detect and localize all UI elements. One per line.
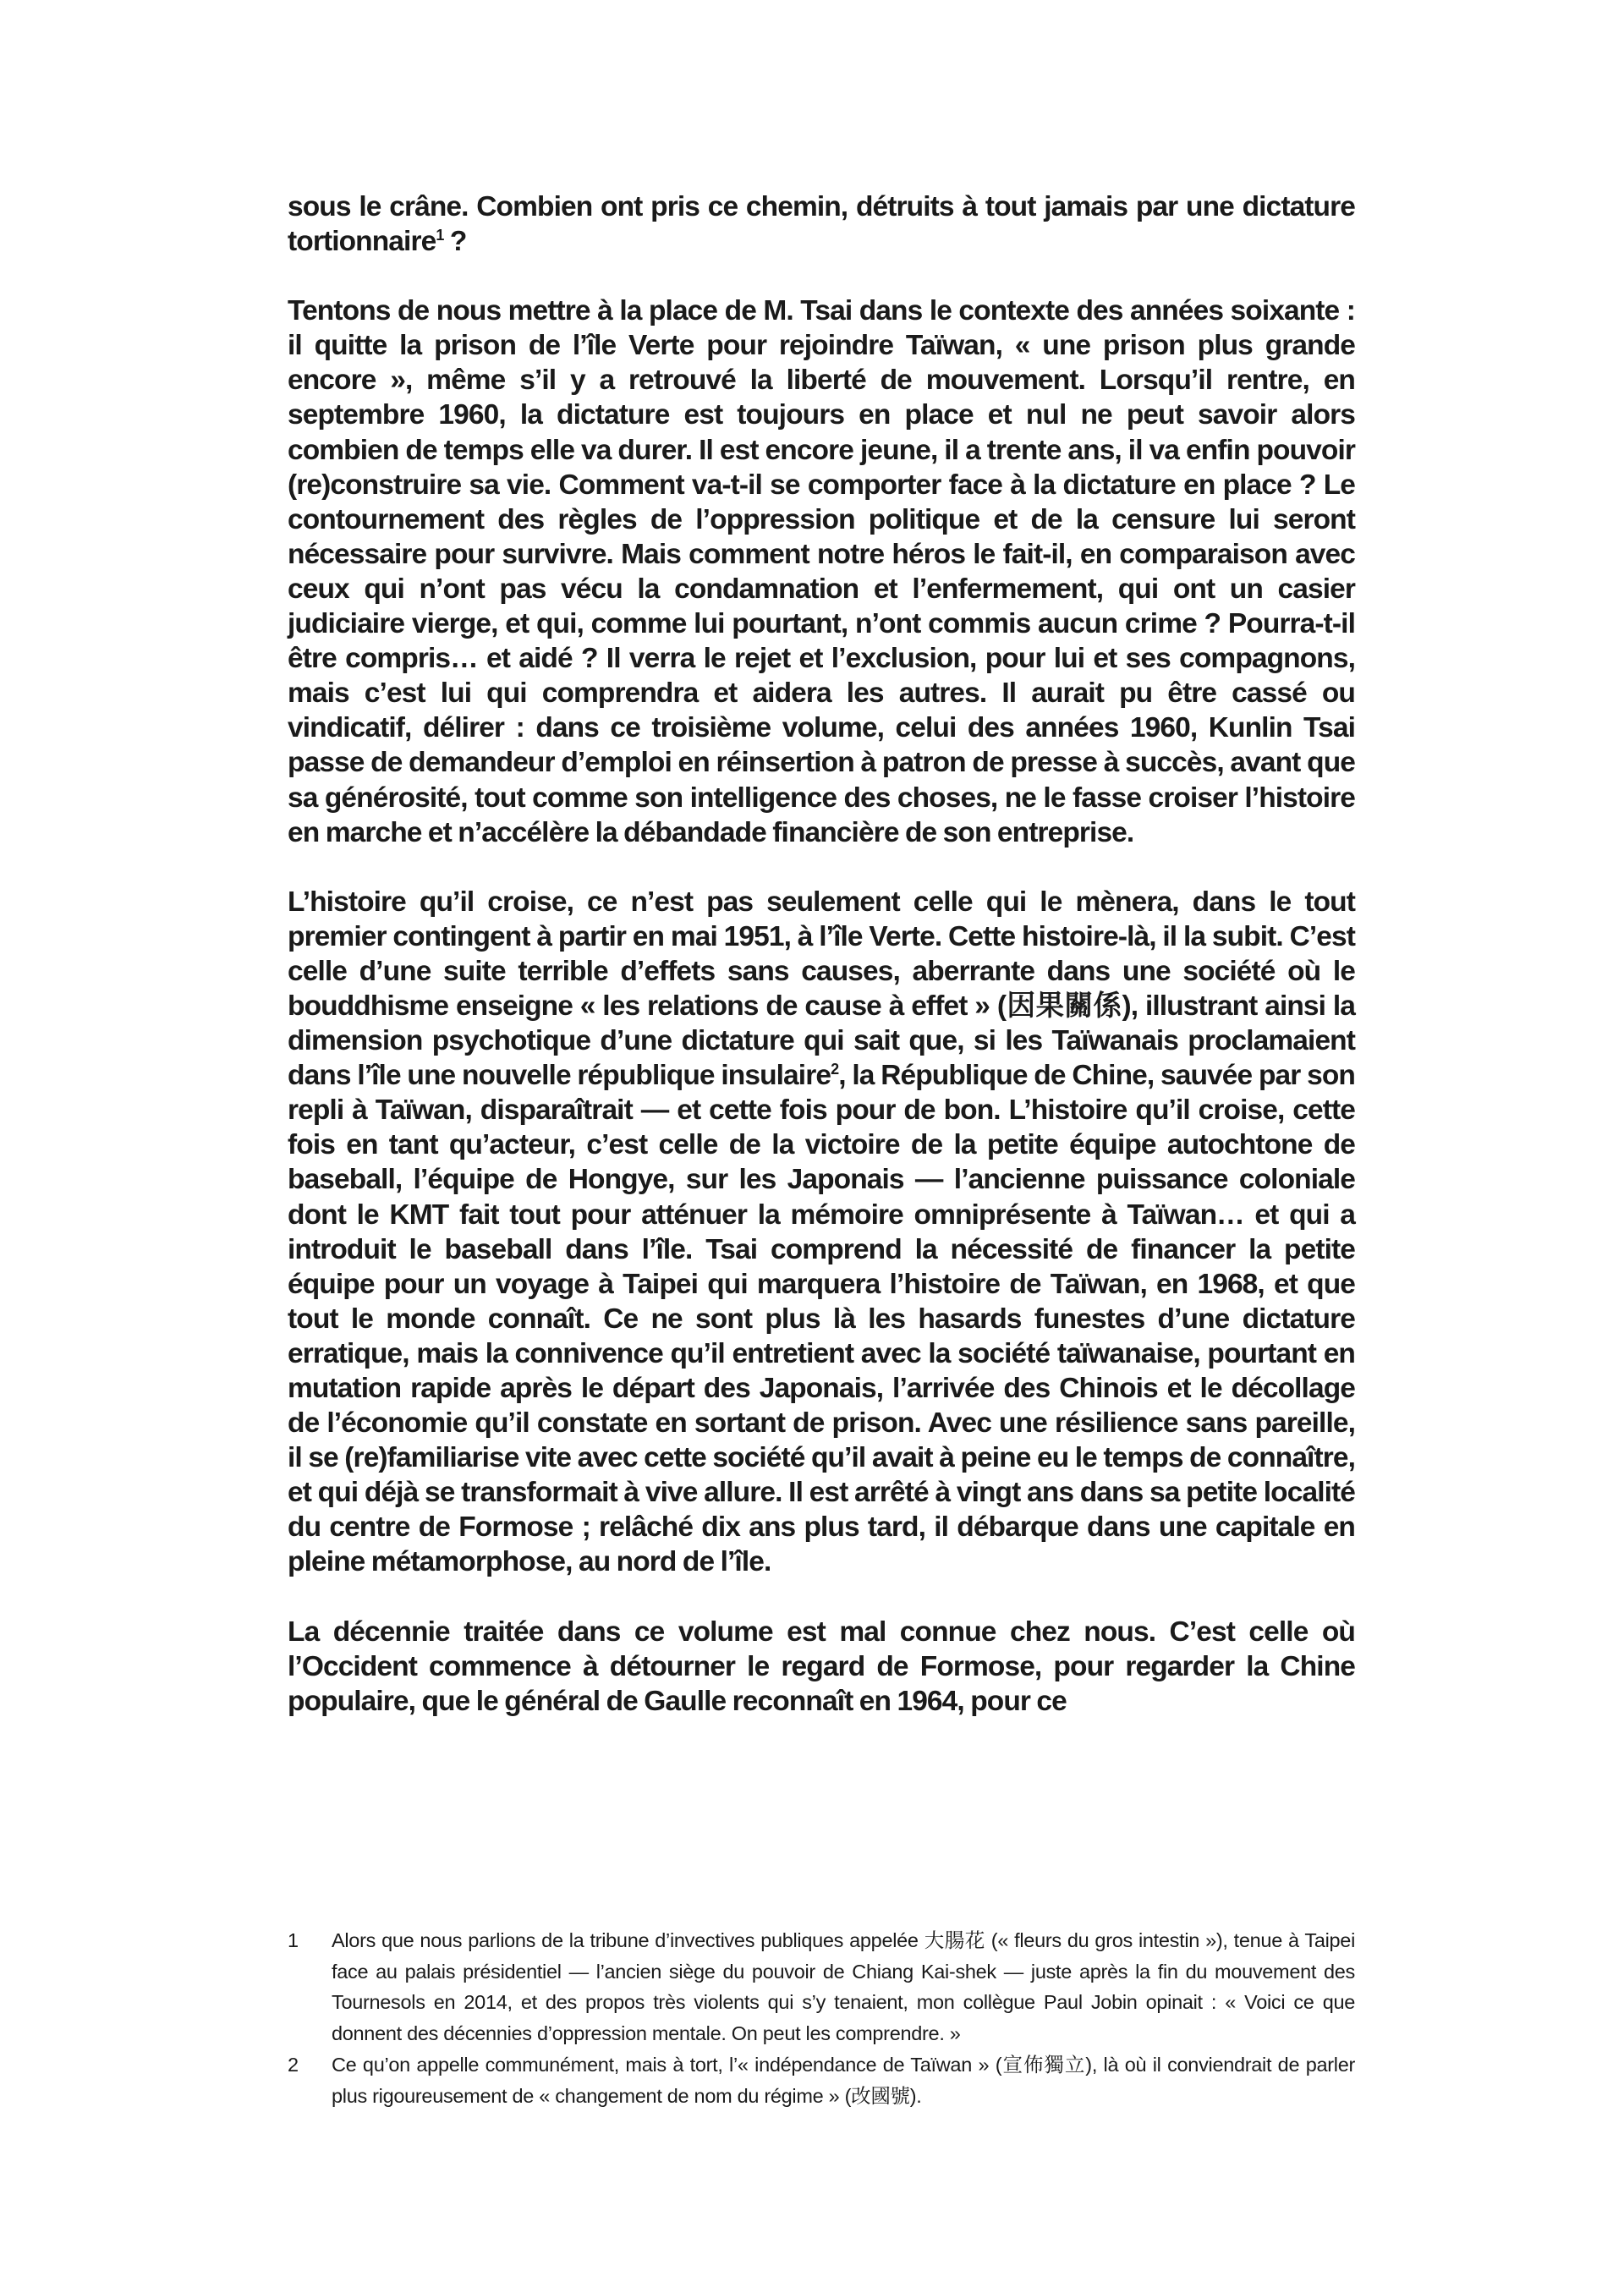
footnote-text: Alors que nous parlions de la tribune d’invectives publiques appelée 大腸花 (« fleurs du gros intestin »), tenue à Taipei face au palais présidentiel — l’ancien siège du pouvoir de Chiang Kai-shek — juste après la fin du mouvement des Tournesols en 2014, et des propos très violents qui s’y tenaient, mon collègue Paul Jobin opinait : « Voici ce que donnent des décennies d’oppression mentale. On peut les comprendre. » bbox=[332, 1929, 1355, 2045]
paragraph-1 bbox=[288, 189, 1355, 259]
paragraph-4: La décennie traitée dans ce volume est mal connue chez nous. C’est celle où l’Occident commence à détourner le regard de Formose, pour regarder la Chine populaire, que le général de Gaulle reconnaît en 1964, pour ce bbox=[288, 1616, 1355, 1717]
footnote-reference-1[interactable]: 1 bbox=[436, 227, 444, 244]
paragraph-text: ? bbox=[443, 226, 467, 258]
footnote-1 bbox=[288, 1925, 1355, 2049]
footnote-number: 2 bbox=[288, 2053, 299, 2076]
footnote-2 bbox=[288, 2049, 1355, 2111]
paragraph-text: sous le crâne. Combien ont pris ce chemin, détruits à tout jamais par une dictature tortionnaire bbox=[288, 191, 1355, 258]
document-body bbox=[288, 189, 1355, 1753]
paragraph-3 bbox=[288, 885, 1355, 1580]
paragraph-text: L’histoire qu’il croise, ce n’est pas seulement celle qui le mènera, dans le tout premier contingent à partir en mai 1951, à l’île Verte. Cette histoire-là, il la subit. C’est celle d’une suite terrible d’effets sans causes, aberrante dans une société où le bouddhisme enseigne « les relations de cause à effet » (因果關係), illustrant ainsi la dimension psychotique d’une dictature qui sait que, si les Taïwanais proclamaient dans l’île une nouvelle république insulaire bbox=[288, 886, 1355, 1092]
footnotes bbox=[288, 1925, 1355, 2111]
paragraph-text: , la République de Chine, sauvée par son repli à Taïwan, disparaîtrait — et cette fois pour de bon. L’histoire qu’il croise, cette fois en tant qu’acteur, c’est celle de la victoire de la petite équipe autochtone de baseball, l’équipe de Hongye, sur les Japonais — l’ancienne puissance coloniale dont le KMT fait tout pour atténuer la mémoire omniprésente à Taïwan… et qui a introduit le baseball dans l’île. Tsai comprend la nécessité de financer la petite équipe pour un voyage à Taipei qui marquera l’histoire de Taïwan, en 1968, et que tout le monde connaît. Ce ne sont plus là les hasards funestes d’une dictature erratique, mais la connivence qu’il entretient avec la société taïwanaise, pourtant en mutation rapide après le départ des Japonais, l’arrivée des Chinois et le décollage de l’économie qu’il constate en sortant de prison. Avec une résilience sans pareille, il se (re)familiarise vite avec cette société qu’il avait à peine eu le temps de connaître, et qui déjà se transformait à vive allure. Il est arrêté à vingt ans dans sa petite localité du centre de Formose ; relâché dix ans plus tard, il débarque dans une capitale en pleine métamorphose, au nord de l’île. bbox=[288, 1060, 1355, 1578]
footnote-number: 1 bbox=[288, 1929, 299, 1951]
footnote-text: Ce qu’on appelle communément, mais à tort, l’« indépendance de Taïwan » (宣佈獨立), là où il conviendrait de parler plus rigoureusement de « changement de nom du régime » (改國號). bbox=[332, 2053, 1355, 2107]
footnote-reference-2[interactable]: 2 bbox=[831, 1061, 839, 1078]
paragraph-2: Tentons de nous mettre à la place de M. Tsai dans le contexte des années soixante : il quitte la prison de l’île Verte pour rejoindre Taïwan, « une prison plus grande encore », même s’il y a retrouvé la liberté de mouvement. Lorsqu’il rentre, en septembre 1960, la dictature est toujours en place et nul ne peut savoir alors combien de temps elle va durer. Il est encore jeune, il a trente ans, il va enfin pouvoir (re)construire sa vie. Comment va-t-il se comporter face à la dictature en place ? Le contournement des règles de l’oppression politique et de la censure lui seront nécessaire pour survivre. Mais comment notre héros le fait-il, en comparaison avec ceux qui n’ont pas vécu la condamnation et l’enfermement, qui ont un casier judiciaire vierge, et qui, comme lui pourtant, n’ont commis aucun crime ? Pourra-t-il être compris… et aidé ? Il verra le rejet et l’exclusion, pour lui et ses compagnons, mais c’est lui qui comprendra et aidera les autres. Il aurait pu être cassé ou vindicatif, délirer : dans ce troisième volume, celui des années 1960, Kunlin Tsai passe de demandeur d’emploi en réinsertion à patron de presse à succès, avant que sa générosité, tout comme son intelligence des choses, ne le fasse croiser l’histoire en marche et n’accélère la débandade financière de son entreprise. bbox=[288, 295, 1355, 848]
